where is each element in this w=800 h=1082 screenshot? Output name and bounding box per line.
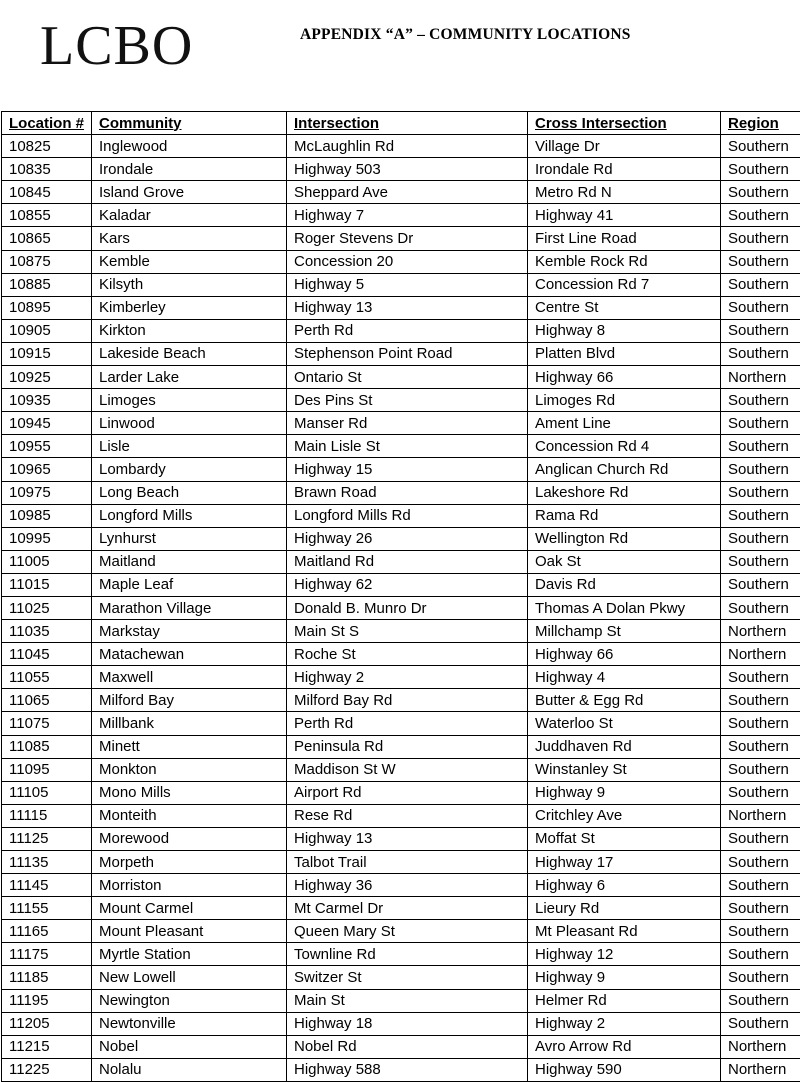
community-cell: Lynhurst	[92, 527, 287, 550]
table-row	[2, 135, 800, 158]
region-cell: Southern	[721, 596, 800, 619]
cross-intersection-cell: Thomas A Dolan Pkwy	[528, 596, 721, 619]
cross-intersection-cell: Concession Rd 4	[528, 435, 721, 458]
cross-intersection-cell: Wellington Rd	[528, 527, 721, 550]
intersection-cell: Switzer St	[287, 966, 528, 989]
cross-intersection-cell: Limoges Rd	[528, 389, 721, 412]
table-row	[2, 851, 800, 874]
community-cell: Maxwell	[92, 666, 287, 689]
cross-intersection-cell: Anglican Church Rd	[528, 458, 721, 481]
cross-intersection-cell: Village Dr	[528, 135, 721, 158]
cross-intersection-cell: Millchamp St	[528, 620, 721, 643]
region-cell: Southern	[721, 412, 800, 435]
community-cell: Minett	[92, 735, 287, 758]
intersection-cell: Airport Rd	[287, 781, 528, 804]
community-cell: Larder Lake	[92, 366, 287, 389]
region-cell: Southern	[721, 458, 800, 481]
table-row	[2, 250, 800, 273]
table-row	[2, 989, 800, 1012]
cross-intersection-cell: Avro Arrow Rd	[528, 1035, 721, 1058]
intersection-cell: Peninsula Rd	[287, 735, 528, 758]
community-cell: Lakeside Beach	[92, 342, 287, 365]
table-row	[2, 735, 800, 758]
intersection-cell: McLaughlin Rd	[287, 135, 528, 158]
community-cell: Irondale	[92, 158, 287, 181]
community-cell: Inglewood	[92, 135, 287, 158]
location-number-cell: 10935	[2, 389, 92, 412]
region-cell: Southern	[721, 389, 800, 412]
location-number-cell: 11095	[2, 758, 92, 781]
location-number-cell: 10945	[2, 412, 92, 435]
table-row	[2, 827, 800, 850]
table-row	[2, 412, 800, 435]
location-number-cell: 10965	[2, 458, 92, 481]
community-cell: Longford Mills	[92, 504, 287, 527]
table-row	[2, 920, 800, 943]
location-number-cell: 11205	[2, 1012, 92, 1035]
cross-intersection-cell: Highway 66	[528, 366, 721, 389]
table-row	[2, 458, 800, 481]
region-cell: Southern	[721, 712, 800, 735]
community-cell: Marathon Village	[92, 596, 287, 619]
location-number-cell: 11115	[2, 804, 92, 827]
table-row	[2, 666, 800, 689]
location-number-cell: 10875	[2, 250, 92, 273]
table-row	[2, 712, 800, 735]
region-cell: Southern	[721, 827, 800, 850]
cross-intersection-cell: First Line Road	[528, 227, 721, 250]
cross-intersection-cell: Highway 9	[528, 966, 721, 989]
location-number-cell: 11005	[2, 550, 92, 573]
region-cell: Southern	[721, 920, 800, 943]
location-number-cell: 10915	[2, 342, 92, 365]
intersection-cell: Nobel Rd	[287, 1035, 528, 1058]
community-cell: Linwood	[92, 412, 287, 435]
location-number-cell: 10845	[2, 181, 92, 204]
location-number-cell: 11035	[2, 620, 92, 643]
community-cell: Mount Carmel	[92, 897, 287, 920]
region-cell: Northern	[721, 1035, 800, 1058]
column-header-location: Location #	[2, 112, 92, 135]
intersection-cell: Maddison St W	[287, 758, 528, 781]
intersection-cell: Concession 20	[287, 250, 528, 273]
community-cell: Island Grove	[92, 181, 287, 204]
location-number-cell: 11075	[2, 712, 92, 735]
location-number-cell: 11155	[2, 897, 92, 920]
cross-intersection-cell: Kemble Rock Rd	[528, 250, 721, 273]
table-row	[2, 527, 800, 550]
intersection-cell: Highway 15	[287, 458, 528, 481]
region-cell: Southern	[721, 273, 800, 296]
region-cell: Southern	[721, 1012, 800, 1035]
cross-intersection-cell: Lakeshore Rd	[528, 481, 721, 504]
region-cell: Southern	[721, 227, 800, 250]
community-cell: Limoges	[92, 389, 287, 412]
intersection-cell: Highway 36	[287, 874, 528, 897]
community-cell: Markstay	[92, 620, 287, 643]
cross-intersection-cell: Critchley Ave	[528, 804, 721, 827]
intersection-cell: Highway 62	[287, 573, 528, 596]
region-cell: Southern	[721, 666, 800, 689]
location-number-cell: 11015	[2, 573, 92, 596]
intersection-cell: Perth Rd	[287, 712, 528, 735]
table-row	[2, 227, 800, 250]
intersection-cell: Highway 503	[287, 158, 528, 181]
intersection-cell: Rese Rd	[287, 804, 528, 827]
table-row	[2, 296, 800, 319]
region-cell: Southern	[721, 435, 800, 458]
location-number-cell: 10865	[2, 227, 92, 250]
region-cell: Southern	[721, 943, 800, 966]
community-cell: Monkton	[92, 758, 287, 781]
region-cell: Southern	[721, 689, 800, 712]
intersection-cell: Brawn Road	[287, 481, 528, 504]
community-cell: Millbank	[92, 712, 287, 735]
intersection-cell: Highway 13	[287, 296, 528, 319]
table-row	[2, 643, 800, 666]
community-cell: Monteith	[92, 804, 287, 827]
cross-intersection-cell: Ament Line	[528, 412, 721, 435]
community-cell: Kimberley	[92, 296, 287, 319]
cross-intersection-cell: Oak St	[528, 550, 721, 573]
location-number-cell: 11105	[2, 781, 92, 804]
region-cell: Southern	[721, 874, 800, 897]
region-cell: Southern	[721, 135, 800, 158]
intersection-cell: Highway 7	[287, 204, 528, 227]
table-row	[2, 181, 800, 204]
community-cell: Maple Leaf	[92, 573, 287, 596]
table-body	[2, 135, 800, 1082]
region-cell: Northern	[721, 804, 800, 827]
table-row	[2, 897, 800, 920]
location-number-cell: 11125	[2, 827, 92, 850]
table-row	[2, 389, 800, 412]
location-number-cell: 10905	[2, 319, 92, 342]
table-row	[2, 758, 800, 781]
intersection-cell: Queen Mary St	[287, 920, 528, 943]
intersection-cell: Townline Rd	[287, 943, 528, 966]
cross-intersection-cell: Platten Blvd	[528, 342, 721, 365]
region-cell: Northern	[721, 620, 800, 643]
cross-intersection-cell: Rama Rd	[528, 504, 721, 527]
column-header-cross-intersection: Cross Intersection	[528, 112, 721, 135]
community-cell: Mount Pleasant	[92, 920, 287, 943]
location-number-cell: 11135	[2, 851, 92, 874]
region-cell: Southern	[721, 296, 800, 319]
location-number-cell: 11225	[2, 1058, 92, 1081]
cross-intersection-cell: Centre St	[528, 296, 721, 319]
intersection-cell: Stephenson Point Road	[287, 342, 528, 365]
community-cell: Matachewan	[92, 643, 287, 666]
location-number-cell: 11145	[2, 874, 92, 897]
intersection-cell: Highway 5	[287, 273, 528, 296]
region-cell: Southern	[721, 250, 800, 273]
location-number-cell: 10995	[2, 527, 92, 550]
cross-intersection-cell: Highway 66	[528, 643, 721, 666]
cross-intersection-cell: Highway 12	[528, 943, 721, 966]
cross-intersection-cell: Highway 9	[528, 781, 721, 804]
cross-intersection-cell: Helmer Rd	[528, 989, 721, 1012]
region-cell: Southern	[721, 573, 800, 596]
intersection-cell: Highway 18	[287, 1012, 528, 1035]
community-cell: Maitland	[92, 550, 287, 573]
cross-intersection-cell: Highway 8	[528, 319, 721, 342]
region-cell: Northern	[721, 643, 800, 666]
location-number-cell: 11055	[2, 666, 92, 689]
table-row	[2, 158, 800, 181]
table-row	[2, 1035, 800, 1058]
region-cell: Southern	[721, 897, 800, 920]
cross-intersection-cell: Highway 6	[528, 874, 721, 897]
intersection-cell: Mt Carmel Dr	[287, 897, 528, 920]
region-cell: Southern	[721, 204, 800, 227]
table-row	[2, 966, 800, 989]
table-row	[2, 1058, 800, 1081]
location-number-cell: 10975	[2, 481, 92, 504]
table-row	[2, 943, 800, 966]
table-row	[2, 435, 800, 458]
location-number-cell: 10825	[2, 135, 92, 158]
cross-intersection-cell: Winstanley St	[528, 758, 721, 781]
table-header-row	[2, 112, 800, 135]
cross-intersection-cell: Highway 590	[528, 1058, 721, 1081]
table-row	[2, 620, 800, 643]
cross-intersection-cell: Highway 17	[528, 851, 721, 874]
region-cell: Southern	[721, 158, 800, 181]
intersection-cell: Main St	[287, 989, 528, 1012]
location-number-cell: 10835	[2, 158, 92, 181]
region-cell: Southern	[721, 989, 800, 1012]
table-row	[2, 319, 800, 342]
intersection-cell: Highway 26	[287, 527, 528, 550]
table-row	[2, 689, 800, 712]
page-title: APPENDIX “A” – COMMUNITY LOCATIONS	[300, 26, 631, 43]
location-number-cell: 10895	[2, 296, 92, 319]
region-cell: Northern	[721, 1058, 800, 1081]
community-cell: Mono Mills	[92, 781, 287, 804]
location-number-cell: 10955	[2, 435, 92, 458]
region-cell: Southern	[721, 481, 800, 504]
community-cell: Nobel	[92, 1035, 287, 1058]
cross-intersection-cell: Lieury Rd	[528, 897, 721, 920]
location-number-cell: 10985	[2, 504, 92, 527]
intersection-cell: Sheppard Ave	[287, 181, 528, 204]
table-row	[2, 504, 800, 527]
community-cell: Myrtle Station	[92, 943, 287, 966]
cross-intersection-cell: Highway 41	[528, 204, 721, 227]
location-number-cell: 11175	[2, 943, 92, 966]
location-number-cell: 11165	[2, 920, 92, 943]
intersection-cell: Highway 2	[287, 666, 528, 689]
intersection-cell: Roger Stevens Dr	[287, 227, 528, 250]
table-row	[2, 366, 800, 389]
community-cell: Milford Bay	[92, 689, 287, 712]
location-number-cell: 11185	[2, 966, 92, 989]
table-row	[2, 550, 800, 573]
region-cell: Southern	[721, 735, 800, 758]
community-cell: Kars	[92, 227, 287, 250]
location-number-cell: 11215	[2, 1035, 92, 1058]
location-number-cell: 11085	[2, 735, 92, 758]
table-row	[2, 1012, 800, 1035]
column-header-region: Region	[721, 112, 800, 135]
intersection-cell: Longford Mills Rd	[287, 504, 528, 527]
location-number-cell: 10925	[2, 366, 92, 389]
community-cell: Lisle	[92, 435, 287, 458]
table-row	[2, 596, 800, 619]
community-cell: Long Beach	[92, 481, 287, 504]
community-cell: Kirkton	[92, 319, 287, 342]
location-number-cell: 10885	[2, 273, 92, 296]
community-cell: Kemble	[92, 250, 287, 273]
community-locations-table	[1, 111, 800, 1082]
region-cell: Southern	[721, 781, 800, 804]
community-cell: Nolalu	[92, 1058, 287, 1081]
community-cell: Newtonville	[92, 1012, 287, 1035]
location-number-cell: 11045	[2, 643, 92, 666]
region-cell: Southern	[721, 342, 800, 365]
region-cell: Southern	[721, 966, 800, 989]
intersection-cell: Highway 13	[287, 827, 528, 850]
cross-intersection-cell: Juddhaven Rd	[528, 735, 721, 758]
table-row	[2, 874, 800, 897]
table-row	[2, 204, 800, 227]
intersection-cell: Roche St	[287, 643, 528, 666]
intersection-cell: Main St S	[287, 620, 528, 643]
cross-intersection-cell: Highway 4	[528, 666, 721, 689]
table-row	[2, 481, 800, 504]
intersection-cell: Perth Rd	[287, 319, 528, 342]
region-cell: Northern	[721, 366, 800, 389]
cross-intersection-cell: Moffat St	[528, 827, 721, 850]
intersection-cell: Talbot Trail	[287, 851, 528, 874]
cross-intersection-cell: Highway 2	[528, 1012, 721, 1035]
table-row	[2, 342, 800, 365]
table-row	[2, 781, 800, 804]
community-cell: Kaladar	[92, 204, 287, 227]
community-cell: Morriston	[92, 874, 287, 897]
cross-intersection-cell: Irondale Rd	[528, 158, 721, 181]
cross-intersection-cell: Mt Pleasant Rd	[528, 920, 721, 943]
region-cell: Southern	[721, 504, 800, 527]
column-header-intersection: Intersection	[287, 112, 528, 135]
intersection-cell: Maitland Rd	[287, 550, 528, 573]
location-number-cell: 11195	[2, 989, 92, 1012]
intersection-cell: Main Lisle St	[287, 435, 528, 458]
location-number-cell: 11065	[2, 689, 92, 712]
cross-intersection-cell: Davis Rd	[528, 573, 721, 596]
intersection-cell: Highway 588	[287, 1058, 528, 1081]
region-cell: Southern	[721, 319, 800, 342]
intersection-cell: Ontario St	[287, 366, 528, 389]
community-cell: Newington	[92, 989, 287, 1012]
location-number-cell: 11025	[2, 596, 92, 619]
region-cell: Southern	[721, 181, 800, 204]
community-cell: Morewood	[92, 827, 287, 850]
intersection-cell: Milford Bay Rd	[287, 689, 528, 712]
cross-intersection-cell: Waterloo St	[528, 712, 721, 735]
intersection-cell: Manser Rd	[287, 412, 528, 435]
community-cell: Kilsyth	[92, 273, 287, 296]
region-cell: Southern	[721, 758, 800, 781]
table-row	[2, 804, 800, 827]
lcbo-logo: LCBO	[40, 15, 194, 77]
column-header-community: Community	[92, 112, 287, 135]
cross-intersection-cell: Concession Rd 7	[528, 273, 721, 296]
cross-intersection-cell: Butter & Egg Rd	[528, 689, 721, 712]
table-row	[2, 573, 800, 596]
region-cell: Southern	[721, 527, 800, 550]
intersection-cell: Des Pins St	[287, 389, 528, 412]
cross-intersection-cell: Metro Rd N	[528, 181, 721, 204]
community-cell: Morpeth	[92, 851, 287, 874]
community-cell: Lombardy	[92, 458, 287, 481]
community-cell: New Lowell	[92, 966, 287, 989]
table-row	[2, 273, 800, 296]
region-cell: Southern	[721, 550, 800, 573]
location-number-cell: 10855	[2, 204, 92, 227]
region-cell: Southern	[721, 851, 800, 874]
intersection-cell: Donald B. Munro Dr	[287, 596, 528, 619]
